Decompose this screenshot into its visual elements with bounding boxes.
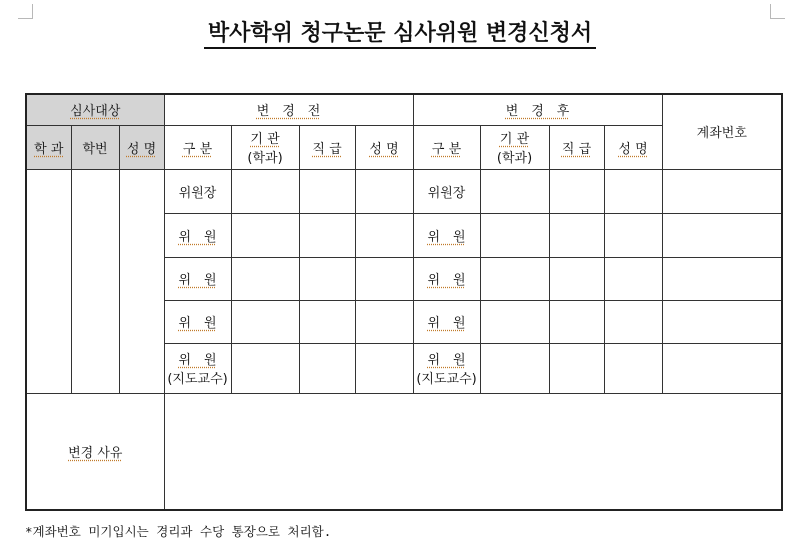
before-rank-input-cell[interactable] bbox=[299, 257, 355, 300]
before-rank-input-cell[interactable] bbox=[299, 169, 355, 213]
change-request-form-table bbox=[25, 93, 783, 511]
after-rank-header: 직 급 bbox=[549, 125, 604, 169]
after-institution-input-cell[interactable] bbox=[480, 300, 549, 343]
before-institution-input-cell[interactable] bbox=[231, 343, 299, 393]
before-name-input-cell[interactable] bbox=[355, 213, 413, 257]
reason-label-cell: 변경 사유 bbox=[26, 393, 164, 510]
before-name-input-cell[interactable] bbox=[355, 300, 413, 343]
footnote: *계좌번호 미기입시는 경리과 수당 통장으로 처리함. bbox=[25, 524, 332, 539]
dept-input-cell[interactable] bbox=[26, 169, 71, 393]
before-category-cell: 위 원 bbox=[164, 257, 231, 300]
reason-input-cell[interactable] bbox=[164, 393, 782, 510]
before-institution-input-cell[interactable] bbox=[231, 257, 299, 300]
before-category-cell: 위원장 bbox=[164, 169, 231, 213]
before-rank-input-cell[interactable] bbox=[299, 213, 355, 257]
before-category-cell: 위 원 bbox=[164, 213, 231, 257]
account-input-cell[interactable] bbox=[662, 169, 782, 213]
subject-header: 심사대상 bbox=[26, 94, 164, 125]
account-input-cell[interactable] bbox=[662, 300, 782, 343]
account-input-cell[interactable] bbox=[662, 213, 782, 257]
before-name-header: 성 명 bbox=[355, 125, 413, 169]
before-institution-input-cell[interactable] bbox=[231, 300, 299, 343]
before-institution-input-cell[interactable] bbox=[231, 169, 299, 213]
after-institution-input-cell[interactable] bbox=[480, 169, 549, 213]
before-category-cell: 위 원 bbox=[164, 300, 231, 343]
after-institution-header: 기 관 (학과) bbox=[480, 125, 549, 169]
before-institution-header: 기 관 (학과) bbox=[231, 125, 299, 169]
document-title bbox=[0, 16, 800, 47]
after-change-header: 변 경 후 bbox=[413, 94, 662, 125]
after-institution-input-cell[interactable] bbox=[480, 257, 549, 300]
before-category-cell: 위 원 (지도교수) bbox=[164, 343, 231, 393]
after-category-cell: 위 원 bbox=[413, 300, 480, 343]
after-name-input-cell[interactable] bbox=[604, 257, 662, 300]
reason-row bbox=[26, 393, 782, 510]
before-rank-header: 직 급 bbox=[299, 125, 355, 169]
after-institution-input-cell[interactable] bbox=[480, 343, 549, 393]
account-input-cell[interactable] bbox=[662, 343, 782, 393]
after-name-input-cell[interactable] bbox=[604, 300, 662, 343]
before-category-header: 구 분 bbox=[164, 125, 231, 169]
before-rank-input-cell[interactable] bbox=[299, 343, 355, 393]
before-name-input-cell[interactable] bbox=[355, 169, 413, 213]
after-rank-input-cell[interactable] bbox=[549, 257, 604, 300]
before-name-input-cell[interactable] bbox=[355, 257, 413, 300]
after-name-header: 성 명 bbox=[604, 125, 662, 169]
after-category-cell: 위 원 (지도교수) bbox=[413, 343, 480, 393]
document-title-text: 박사학위 청구논문 심사위원 변경신청서 bbox=[204, 21, 596, 49]
before-institution-input-cell[interactable] bbox=[231, 213, 299, 257]
account-input-cell[interactable] bbox=[662, 257, 782, 300]
dept-header: 학 과 bbox=[26, 125, 71, 169]
student-no-input-cell[interactable] bbox=[71, 169, 119, 393]
after-rank-input-cell[interactable] bbox=[549, 343, 604, 393]
after-rank-input-cell[interactable] bbox=[549, 300, 604, 343]
after-name-input-cell[interactable] bbox=[604, 213, 662, 257]
after-rank-input-cell[interactable] bbox=[549, 169, 604, 213]
after-category-cell: 위 원 bbox=[413, 257, 480, 300]
before-rank-input-cell[interactable] bbox=[299, 300, 355, 343]
before-name-input-cell[interactable] bbox=[355, 343, 413, 393]
student-name-header: 성 명 bbox=[119, 125, 164, 169]
after-rank-input-cell[interactable] bbox=[549, 213, 604, 257]
table-row bbox=[26, 169, 782, 213]
after-name-input-cell[interactable] bbox=[604, 169, 662, 213]
after-institution-input-cell[interactable] bbox=[480, 213, 549, 257]
account-number-header: 계좌번호 bbox=[662, 94, 782, 169]
after-name-input-cell[interactable] bbox=[604, 343, 662, 393]
after-category-cell: 위 원 bbox=[413, 213, 480, 257]
header-row-1 bbox=[26, 94, 782, 125]
student-no-header: 학번 bbox=[71, 125, 119, 169]
after-category-cell: 위원장 bbox=[413, 169, 480, 213]
after-category-header: 구 분 bbox=[413, 125, 480, 169]
before-change-header: 변 경 전 bbox=[164, 94, 413, 125]
student-name-input-cell[interactable] bbox=[119, 169, 164, 393]
